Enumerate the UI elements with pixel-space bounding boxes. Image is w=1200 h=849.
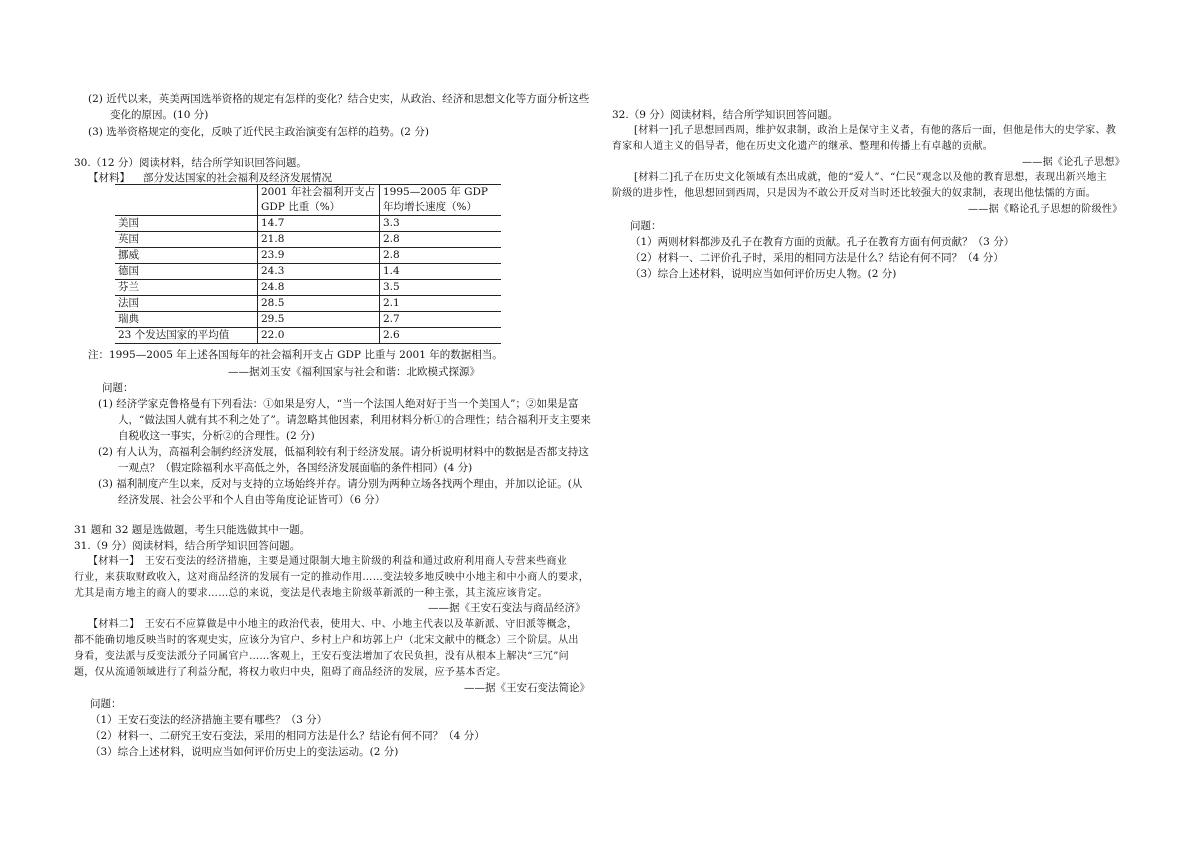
q31-question-2: （2）材料一、二研究王安石变法，采用的相同方法是什么？结论有何不同？（4 分） [90, 730, 485, 742]
table-cell: 21.8 [258, 232, 380, 248]
table-cell: 2.1 [380, 296, 502, 312]
q32-material2-source: ——据《略论孔子思想的阶级性》 [968, 204, 1123, 215]
table-cell: 14.7 [258, 216, 380, 232]
table-cell: 2.8 [380, 232, 502, 248]
table-row [115, 328, 501, 344]
table-cell: 3.3 [380, 216, 502, 232]
table-cell: 2.6 [380, 328, 502, 344]
q31-questions-label: 问题： [90, 698, 122, 710]
table-cell: 法国 [115, 296, 258, 312]
q30-1-line1: (1) 经济学家克鲁格曼有下列看法：①如果是穷人，“当一个法国人绝对好于当一个美国人”；②如果是富 [98, 398, 579, 410]
q32-material1-line1: [材料一]孔子思想回西周，维护奴隶制，政治上是保守主义者，有他的落后一面，但他是伟大的史学家、教 [634, 125, 1117, 136]
q29-2-line2: 变化的原因。(10 分) [110, 109, 209, 121]
table-row [115, 248, 501, 264]
q30-1-line2: 人，“做法国人就有其不利之处了”。请忽略其他因素，利用材料分析①的合理性；结合福利开支主要来 [118, 414, 591, 426]
q29-2-line1: (2) 近代以来，英美两国选举资格的规定有怎样的变化？结合史实，从政治、经济和思想文化等方面分析这些 [88, 93, 590, 105]
q30-title: 30.（12 分）阅读材料，结合所学知识回答问题。 [74, 157, 307, 169]
q30-2-line1: (2) 有人认为，高福利会制约经济发展，低福利较有利于经济发展。请分析说明材料中的数据是否都支持这 [98, 446, 589, 458]
q31-32-note: 31 题和 32 题是选做题，考生只能选做其中一题。 [74, 524, 311, 536]
table-header-cell [115, 185, 258, 216]
q31-material2-line4: 题，仅从流通领域进行了利益分配，将权力收归中央，阻碍了商品经济的发展，应予基本否定。 [74, 667, 507, 678]
table-cell: 瑞典 [115, 312, 258, 328]
q30-2-line2: 一观点？（假定除福利水平高低之外，各国经济发展面临的条件相同）(4 分) [118, 462, 473, 474]
q31-question-3: （3）综合上述材料，说明应当如何评价历史上的变法运动。(2 分) [90, 746, 399, 758]
table-header-cell: 1995—2005 年 GDP 年均增长速度（%） [380, 185, 502, 216]
table-cell: 3.5 [380, 280, 502, 296]
q31-material2-source: ——据《王安石变法简论》 [464, 682, 590, 694]
q31-material1-line3: 尤其是南方地主的商人的要求……总的来说，变法是代表地主阶级革新派的一种主张，其主流应该肯定。 [74, 588, 548, 599]
table-cell: 芬兰 [115, 280, 258, 296]
table-cell: 德国 [115, 264, 258, 280]
table-row [115, 216, 501, 232]
table-cell: 23 个发达国家的平均值 [115, 328, 258, 344]
table-row [115, 280, 501, 296]
q32-material2-line1: [材料二]孔子在历史文化领域有杰出成就，他的“爱人”、“仁民”观念以及他的教育思想，表现出新兴地主 [634, 172, 1107, 183]
table-cell: 22.0 [258, 328, 380, 344]
q32-material1-line2: 育家和人道主义的倡导者，他在历史文化遗产的继承、整理和传播上有卓越的贡献。 [612, 141, 994, 152]
q30-material-title: 部分发达国家的社会福利及经济发展情况 [143, 172, 332, 184]
q32-question-2: （2）材料一、二评价孔子时，采用的相同方法是什么？结论有何不同？（4 分） [630, 252, 1004, 264]
table-cell: 2.8 [380, 248, 502, 264]
q31-material2-line3: 身看，变法派与反变法派分子同属官户……客观上，王安石变法增加了农民负担，没有从根本上解决“三冗”问 [74, 651, 569, 662]
table-cell: 29.5 [258, 312, 380, 328]
welfare-table [115, 184, 501, 344]
table-cell: 英国 [115, 232, 258, 248]
q30-3-line1: (3) 福利制度产生以来，反对与支持的立场始终并存。请分别为两种立场各找两个理由，并加以论证。(从 [98, 478, 583, 490]
q31-material1-line2: 行业，来获取财政收入，这对商品经济的发展有一定的推动作用……变法较多地反映中小地主和中小商人的要求， [74, 572, 589, 583]
table-header-cell: 2001 年社会福利开支占 GDP 比重（%） [258, 185, 380, 216]
table-cell: 1.4 [380, 264, 502, 280]
table-row [115, 232, 501, 248]
q30-note: 注：1995—2005 年上述各国每年的社会福利开支占 GDP 比重与 2001 年的数据相当。 [88, 349, 503, 361]
q32-questions-label: 问题： [630, 220, 662, 232]
q31-title: 31.（9 分）阅读材料，结合所学知识回答问题。 [74, 540, 301, 552]
q31-material1-line1: 【材料一】 王安石变法的经济措施，主要是通过限制大地主阶级的利益和通过政府利用商人专营来些商业 [88, 556, 568, 567]
table-cell: 挪威 [115, 248, 258, 264]
q30-material-label: 【材料】 [88, 172, 130, 184]
table-header-row [115, 185, 501, 216]
q31-material1-source: ——据《王安石变法与商品经济》 [428, 602, 586, 614]
q30-3-line2: 经济发展、社会公平和个人自由等角度论证皆可）（6 分） [118, 494, 386, 506]
table-row [115, 264, 501, 280]
table-cell: 2.7 [380, 312, 502, 328]
table-row [115, 312, 501, 328]
q32-question-1: （1）两则材料都涉及孔子在教育方面的贡献。孔子在教育方面有何贡献？（3 分） [630, 236, 1015, 248]
q31-question-1: （1）王安石变法的经济措施主要有哪些？（3 分） [90, 714, 328, 726]
table-cell: 28.5 [258, 296, 380, 312]
q32-title: 32.（9 分）阅读材料，结合所学知识回答问题。 [612, 109, 839, 121]
q30-1-line3: 自税收这一事实，分析②的合理性。(2 分) [118, 430, 315, 442]
q32-material1-source: ——据《论孔子思想》 [1022, 157, 1125, 168]
table-cell: 美国 [115, 216, 258, 232]
q31-material2-line1: 【材料二】 王安石不应算做是中小地主的政治代表，使用大、中、小地主代表以及革新派、守旧派等概念， [88, 619, 578, 630]
table-cell: 24.8 [258, 280, 380, 296]
q31-material2-line2: 都不能确切地反映当时的客观史实，应该分为官户、乡村上户和坊郭上户（北宋文献中的概念）三个阶层。从出 [74, 635, 579, 646]
table-cell: 23.9 [258, 248, 380, 264]
q29-3: (3) 选举资格规定的变化，反映了近代民主政治演变有怎样的趋势。(2 分) [88, 126, 429, 138]
q32-question-3: （3）综合上述材料，说明应当如何评价历史人物。(2 分) [630, 268, 897, 280]
q30-source: ——据刘玉安《福利国家与社会和谐：北欧模式探源》 [228, 366, 480, 378]
table-cell: 24.3 [258, 264, 380, 280]
q30-questions-label: 问题： [102, 382, 134, 394]
table-row [115, 296, 501, 312]
q32-material2-line2: 阶级的进步性，他思想回到西周，只是因为不敢公开反对当时还比较强大的奴隶制，表现出他怯懦的方面。 [612, 188, 1097, 199]
